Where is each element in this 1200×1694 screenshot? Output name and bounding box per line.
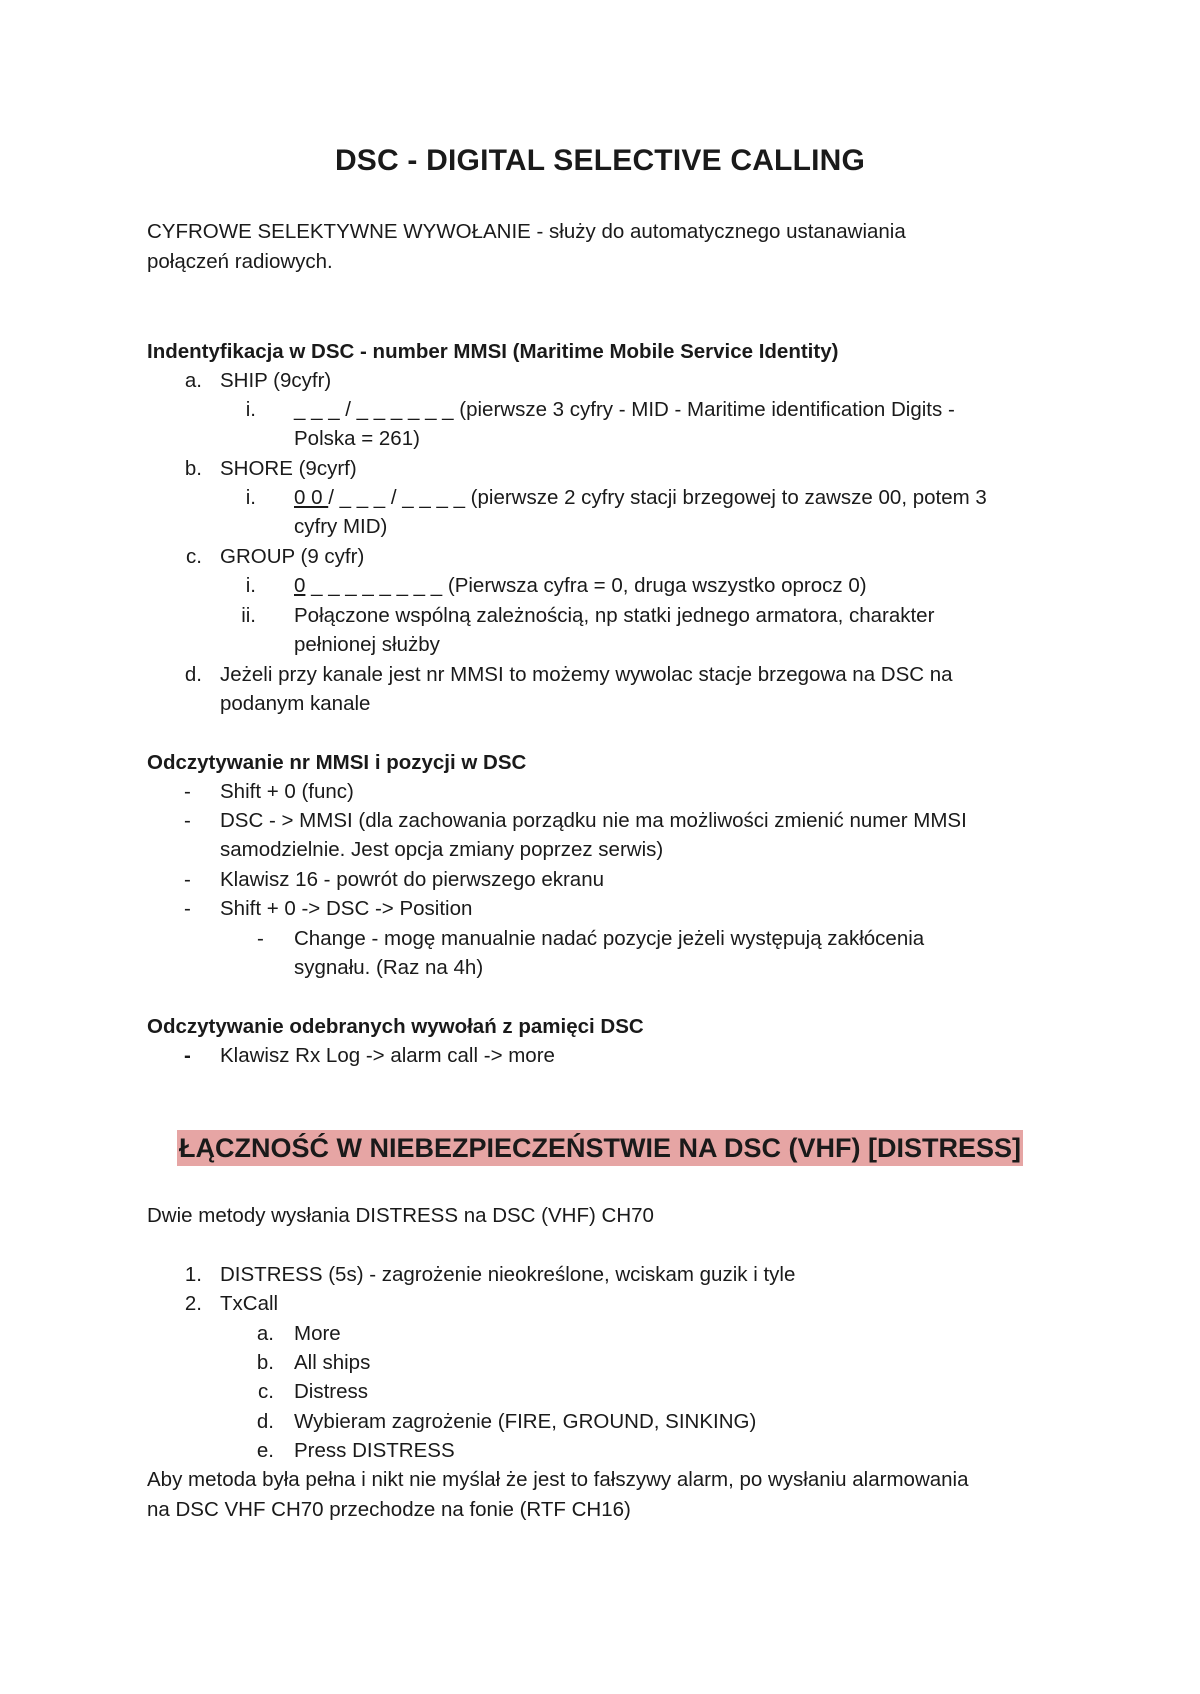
- step-choose-threat: Wybieram zagrożenie (FIRE, GROUND, SINKING): [294, 1410, 757, 1433]
- step-marker: a.: [256, 1322, 274, 1345]
- distress-intro: Dwie metody wysłania DISTRESS na DSC (VHF) CH70: [147, 1204, 654, 1227]
- step-distress: Distress: [294, 1380, 369, 1403]
- list-marker: c.: [186, 545, 202, 568]
- step-marker: d.: [256, 1410, 274, 1433]
- received-item-1: Klawisz Rx Log -> alarm call -> more: [220, 1044, 555, 1067]
- list-marker: d.: [184, 663, 202, 686]
- distress-heading: ŁĄCZNOŚĆ W NIEBEZPIECZEŃSTWIE NA DSC (VHF) [DISTRESS]: [177, 1130, 1023, 1166]
- step-all-ships: All ships: [294, 1351, 371, 1374]
- step-more: More: [294, 1322, 341, 1345]
- group-format-rest: _ _ _ _ _ _ _ _ (Pierwsza cyfra = 0, druga wszystko oprocz 0): [305, 574, 867, 597]
- list-item-shore: SHORE (9cyrf): [220, 457, 357, 480]
- list-item-group: GROUP (9 cyfr): [220, 545, 365, 568]
- reading-item-4: Shift + 0 -> DSC -> Position: [220, 897, 473, 920]
- bullet-dash: -: [184, 868, 191, 891]
- underlined-zero: 0: [294, 574, 306, 597]
- list-marker: b.: [184, 457, 202, 480]
- closing-line-1: Aby metoda była pełna i nikt nie myślał że jest to fałszywy alarm, po wysłaniu alarmowania: [147, 1468, 969, 1491]
- identification-heading: Indentyfikacja w DSC - number MMSI (Maritime Mobile Service Identity): [147, 340, 839, 363]
- reading-item-2-line-2: samodzielnie. Jest opcja zmiany poprzez serwis): [220, 838, 664, 861]
- sub-list-marker: i.: [245, 486, 256, 509]
- bullet-dash: -: [184, 809, 191, 832]
- ship-format-line-1: _ _ _ / _ _ _ _ _ _ (pierwsze 3 cyfry - MID - Maritime identification Digits -: [294, 398, 955, 421]
- mmsi-channel-line-1: Jeżeli przy kanale jest nr MMSI to możemy wywolac stacje brzegowa na DSC na: [220, 663, 953, 686]
- group-format-line: [294, 571, 867, 600]
- numbered-marker: 2.: [184, 1292, 202, 1315]
- sub-list-marker: ii.: [241, 604, 256, 627]
- received-heading: Odczytywanie odebranych wywołań z pamięci DSC: [147, 1015, 644, 1038]
- closing-line-2: na DSC VHF CH70 przechodze na fonie (RTF CH16): [147, 1498, 631, 1521]
- reading-item-1: Shift + 0 (func): [220, 780, 354, 803]
- bullet-dash: -: [184, 1044, 191, 1067]
- group-description-line-1: Połączone wspólną zależnością, np statki jednego armatora, charakter: [294, 604, 935, 627]
- bullet-dash: -: [184, 780, 191, 803]
- distress-heading-wrap: [0, 1130, 1200, 1166]
- method-2: TxCall: [220, 1292, 279, 1315]
- reading-item-2-line-1: DSC - > MMSI (dla zachowania porządku nie ma możliwości zmienić numer MMSI: [220, 809, 967, 832]
- list-marker: a.: [184, 369, 202, 392]
- reading-item-3: Klawisz 16 - powrót do pierwszego ekranu: [220, 868, 604, 891]
- method-1: DISTRESS (5s) - zagrożenie nieokreślone, wciskam guzik i tyle: [220, 1263, 796, 1286]
- reading-subitem-line-1: Change - mogę manualnie nadać pozycje jeżeli występują zakłócenia: [294, 927, 925, 950]
- intro-line-2: połączeń radiowych.: [147, 250, 333, 273]
- step-marker: b.: [256, 1351, 274, 1374]
- intro-line-1: CYFROWE SELEKTYWNE WYWOŁANIE - służy do automatycznego ustanawiania: [147, 220, 906, 243]
- step-marker: e.: [256, 1439, 274, 1462]
- group-description-line-2: pełnionej służby: [294, 633, 440, 656]
- page-title: DSC - DIGITAL SELECTIVE CALLING: [334, 144, 866, 177]
- reading-subitem-line-2: sygnału. (Raz na 4h): [294, 956, 484, 979]
- ship-format-line-2: Polska = 261): [294, 427, 420, 450]
- reading-heading: Odczytywanie nr MMSI i pozycji w DSC: [147, 751, 527, 774]
- sub-list-marker: i.: [245, 398, 256, 421]
- numbered-marker: 1.: [184, 1263, 202, 1286]
- bullet-dash: -: [184, 897, 191, 920]
- bullet-dash: -: [257, 927, 264, 950]
- list-item-ship: SHIP (9cyfr): [220, 369, 332, 392]
- shore-format-rest: / _ _ _ / _ _ _ _ (pierwsze 2 cyfry stacji brzegowej to zawsze 00, potem 3: [328, 486, 987, 509]
- shore-format-line-1: [294, 483, 987, 512]
- shore-format-line-2: cyfry MID): [294, 515, 388, 538]
- step-press-distress: Press DISTRESS: [294, 1439, 455, 1462]
- sub-list-marker: i.: [245, 574, 256, 597]
- mmsi-channel-line-2: podanym kanale: [220, 692, 371, 715]
- underlined-zeros: 0 0: [294, 486, 329, 509]
- step-marker: c.: [258, 1380, 274, 1403]
